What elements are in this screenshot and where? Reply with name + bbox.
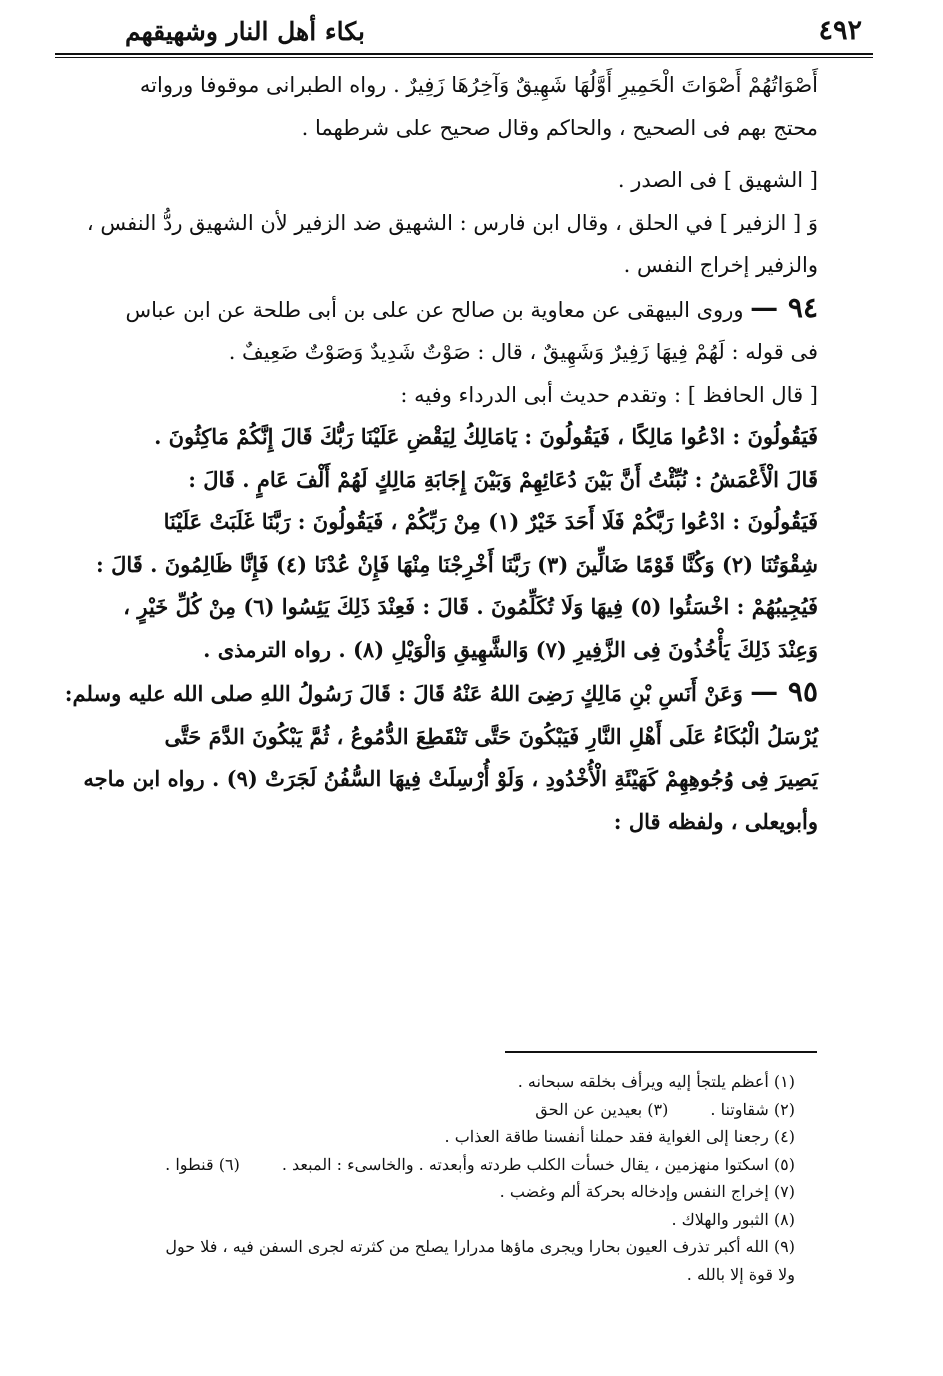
footnote: (٩) الله أكبر تذرف العيون بحارا ويجرى ماؤها مدرارا يصلح من كثرته لجرى السفن فيه ، فلا حول	[165, 1237, 795, 1256]
text-line: [ الشهيق ] فى الصدر .	[617, 168, 818, 192]
footnote: (٤) رجعنا إلى الغواية فقد حملنا أنفسنا طاقة العذاب .	[444, 1127, 795, 1146]
hadith-95-line	[58, 671, 818, 716]
text-line: فَيُجِيبُهُمْ : اخْسَئُوا (٥) فِيهَا وَلَا تُكَلِّمُونَ . قَالَ : فَعِنْدَ ذَلِكَ يَئِسُوا (٦) مِنْ كُلِّ خَيْرٍ ،	[123, 594, 818, 619]
main-text	[58, 64, 818, 843]
hadith-number-94: ٩٤ —	[750, 290, 818, 324]
footnote: ولا قوة إلا بالله .	[686, 1264, 795, 1284]
text-line: أَصْوَاتُهُمْ أَصْوَاتَ الْحَمِيرِ أَوَّلُهَا شَهِيقٌ وَآخِرُهَا زَفِيرٌ . رواه الطبرانى موقوفا ورواته	[139, 73, 818, 97]
footnote: (٣) بعيدين عن الحق	[535, 1099, 669, 1119]
footnote: (٥) اسكتوا منهزمين ، يقال خسأت الكلب طردته وأبعدته . والخاسىء : المبعد .	[281, 1154, 795, 1174]
footnote: (٦) قنطوا .	[165, 1154, 240, 1174]
text-line: يَصِيرَ فِى وُجُوهِهِمْ كَهَيْئَةِ الْأُخْدُودِ ، وَلَوْ أُرْسِلَتْ فِيهَا السُّفُنُ لَجَرَتْ (٩) . رواه ابن ماجه	[83, 766, 818, 791]
hadith-94-line	[58, 287, 818, 332]
footnote-pair	[60, 1096, 795, 1124]
text-line: والزفير إخراج النفس .	[623, 253, 818, 277]
footnote: (١) أعظم يلتجأ إليه ويرأف بخلقه سبحانه .	[517, 1072, 795, 1091]
footnote-rule	[505, 1051, 817, 1053]
header-rule	[55, 53, 873, 58]
text-line: يُرْسَلُ الْبُكَاءُ عَلَى أَهْلِ النَّارِ فَيَبْكُونَ حَتَّى تَنْقَطِعَ الدُّمُوعُ ، ثُمَّ يَبْكُونَ الدَّمَ حَتَّى	[164, 723, 818, 749]
text-line: وروى البيهقى عن معاوية بن صالح عن على بن أبى طلحة عن ابن عباس	[125, 297, 744, 322]
text-line: وَعِنْدَ ذَلِكَ يَأْخُذُونَ فِى الزَّفِيرِ (٧) وَالشَّهِيقِ وَالْوَيْلِ (٨) . رواه الترمذى .	[203, 636, 818, 662]
text-line: محتج بهم فى الصحيح ، والحاكم وقال صحيح على شرطهما .	[301, 115, 818, 140]
text-line: وَ [ الزفير ] في الحلق ، وقال ابن فارس : الشهيق ضد الزفير لأن الشهيق ردُّ النفس ،	[86, 210, 818, 235]
footnote: (٧) إخراج النفس وإدخاله بحركة ألم وغضب .	[499, 1182, 795, 1201]
text-line: شِقْوَتُنَا (٢) وَكُنَّا قَوْمًا ضَالِّينَ (٣) رَبَّنَا أَخْرِجْنَا مِنْهَا فَإِنْ عُدْنَا (٤) فَإِنَّا ظَالِمُونَ . قَالَ :	[96, 551, 818, 577]
text-line: وأبويعلى ، ولفظه قال :	[613, 808, 818, 834]
text-line: فى قوله : لَهُمْ فِيهَا زَفِيرٌ وَشَهِيقٌ ، قال : صَوْتٌ شَدِيدٌ وَصَوْتٌ ضَعِيفٌ .	[228, 340, 818, 364]
footnote-pair	[60, 1151, 795, 1179]
page-number: ٤٩٢	[818, 15, 862, 46]
text-line: قَالَ الْأَعْمَشُ : نُبِّئْتُ أَنَّ بَيْنَ دُعَائِهِمْ وَبَيْنَ إِجَابَةِ مَالِكٍ لَهُمْ أَلْفَ عَامٍ . قَالَ :	[188, 466, 818, 492]
text-line: فَيَقُولُونَ : ادْعُوا رَبَّكُمْ فَلَا أَحَدَ خَيْرٌ (١) مِنْ رَبِّكُمْ ، فَيَقُولُونَ : رَبَّنَا غَلَبَتْ عَلَيْنَا	[163, 509, 818, 534]
text-line: وَعَنْ أَنَسِ بْنِ مَالِكٍ رَضِىَ اللهُ عَنْهُ قَالَ : قَالَ رَسُولُ اللهِ صلى الله عليه وسلم:	[64, 681, 743, 706]
text-line: [ قال الحافظ ] : وتقدم حديث أبى الدرداء وفيه :	[400, 382, 818, 407]
page-header	[55, 8, 870, 46]
hadith-number-95: ٩٥ —	[750, 675, 818, 708]
footnotes	[60, 1068, 795, 1288]
footnote: (٢) شقاوتنا .	[710, 1099, 795, 1119]
running-title: بكاء أهل النار وشهيقهم	[125, 17, 366, 46]
text-line: فَيَقُولُونَ : ادْعُوا مَالِكًا ، فَيَقُولُونَ : يَامَالِكُ لِيَقْضِ عَلَيْنَا رَبُّكَ قَالَ إِنَّكُمْ مَاكِثُونَ .	[154, 424, 818, 449]
footnote: (٨) الثبور والهلاك .	[671, 1209, 795, 1229]
